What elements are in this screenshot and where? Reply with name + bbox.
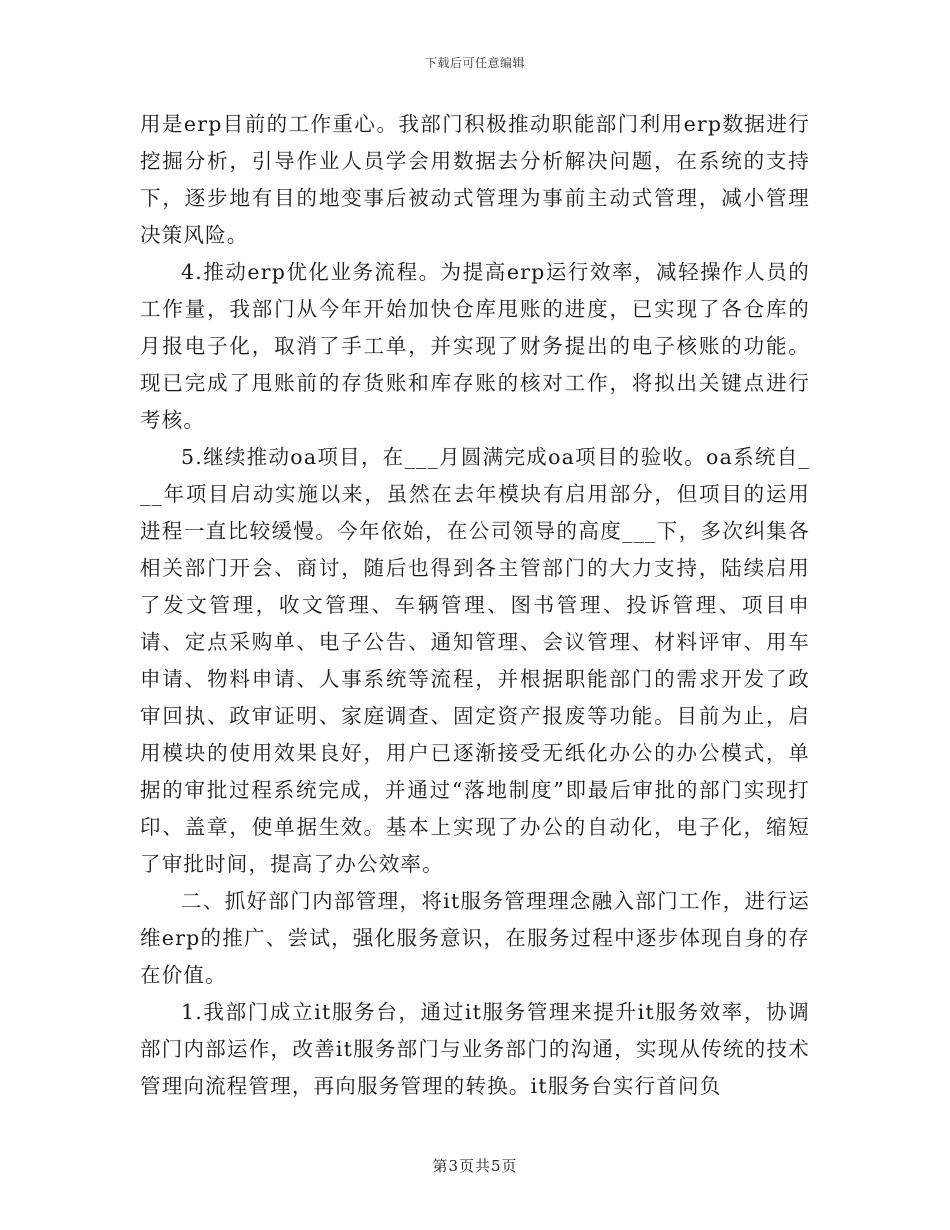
paragraph-2: 4.推动erp优化业务流程。为提高erp运行效率，减轻操作人员的工作量，我部门从今年开始加快仓库甩账的进度，已实现了各仓库的月报电子化，取消了手工单，并实现了财务提出的电子核账的功能。现已完成了甩账前的存货账和库存账的核对工作，将拟出关键点进行考核。 bbox=[140, 260, 810, 432]
paragraph-1: 用是erp目前的工作重心。我部门积极推动职能部门利用erp数据进行挖掘分析，引导作业人员学会用数据去分析解决问题，在系统的支持下，逐步地有目的地变事后被动式管理为事前主动式管理，减小管理决策风险。 bbox=[140, 112, 810, 247]
paragraph-3: 5.继续推动oa项目，在___月圆满完成oa项目的验收。oa系统自___年项目启动实施以来，虽然在去年模块有启用部分，但项目的运用进程一直比较缓慢。今年依始，在公司领导的高度___下，多次纠集各相关部门开会、商讨，随后也得到各主管部门的大力支持，陆续启用了发文管理，收文管理、车辆管理、图书管理、投诉管理、项目申请、定点采购单、电子公告、通知管理、会议管理、材料评审、用车申请、物料申请、人事系统等流程，并根据职能部门的需求开发了政审回执、政审证明、家庭调查、固定资产报废等功能。目前为止，启用模块的使用效果良好，用户已逐渐接受无纸化办公的办公模式，单据的审批过程系统完成，并通过“落地制度”即最后审批的部门实现打印、盖章，使单据生效。基本上实现了办公的自动化，电子化，缩短了审批时间，提高了办公效率。 bbox=[140, 445, 810, 876]
paragraph-5: 1.我部门成立it服务台，通过it服务管理来提升it服务效率，协调部门内部运作，改善it服务部门与业务部门的沟通，实现从传统的技术管理向流程管理，再向服务管理的转换。it服务台实行首问负 bbox=[140, 1000, 810, 1098]
document-body bbox=[140, 106, 810, 1105]
page-number: 第3页共5页 bbox=[432, 1157, 518, 1175]
paragraph-4: 二、抓好部门内部管理，将it服务管理理念融入部门工作，进行运维erp的推广、尝试，强化服务意识，在服务过程中逐步体现自身的存在价值。 bbox=[140, 889, 810, 987]
page-header: 下载后可任意编辑 bbox=[424, 56, 525, 70]
